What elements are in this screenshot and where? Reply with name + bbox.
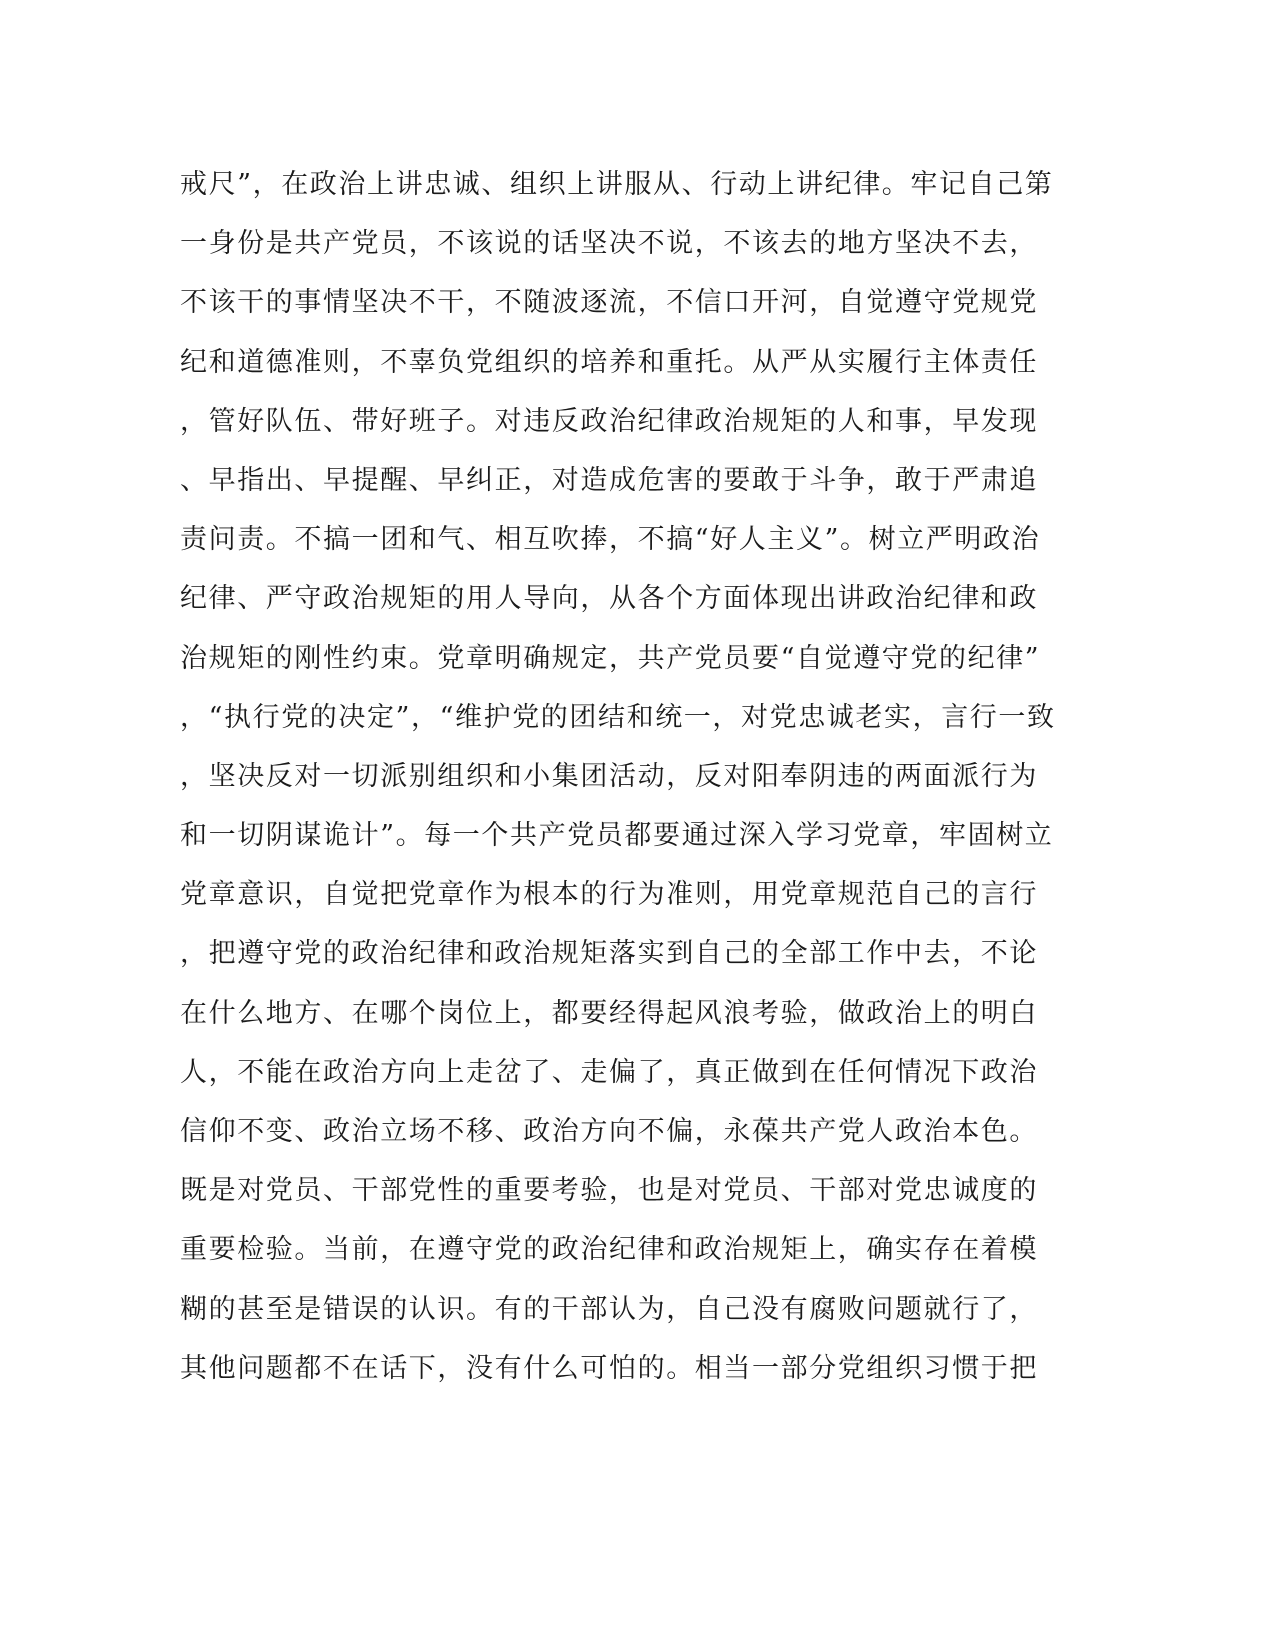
text-line: ，把遵守党的政治纪律和政治规矩落实到自己的全部工作中去，不论 <box>180 938 1038 970</box>
text-line: 在什么地方、在哪个岗位上，都要经得起风浪考验，做政治上的明白 <box>180 997 1038 1029</box>
text-line: ，坚决反对一切派别组织和小集团活动，反对阳奉阴违的两面派行为 <box>180 760 1038 792</box>
text-line: 糊的甚至是错误的认识。有的干部认为，自己没有腐败问题就行了， <box>180 1293 1038 1325</box>
text-line: ，管好队伍、带好班子。对违反政治纪律政治规矩的人和事，早发现 <box>180 405 1038 437</box>
text-line: 不该干的事情坚决不干，不随波逐流，不信口开河，自觉遵守党规党 <box>180 287 1038 319</box>
text-line: 人，不能在政治方向上走岔了、走偏了，真正做到在任何情况下政治 <box>180 1056 1038 1088</box>
text-line: 、早指出、早提醒、早纠正，对造成危害的要敢于斗争，敢于严肃追 <box>180 464 1038 496</box>
text-line: 治规矩的刚性约束。党章明确规定，共产党员要“自觉遵守党的纪律” <box>180 642 1041 674</box>
text-line: 纪律、严守政治规矩的用人导向，从各个方面体现出讲政治纪律和政 <box>180 583 1038 615</box>
text-line: 责问责。不搞一团和气、相互吹捧，不搞“好人主义”。树立严明政治 <box>180 524 1041 556</box>
body-text <box>180 155 1060 1398</box>
text-line: 一身份是共产党员，不该说的话坚决不说，不该去的地方坚决不去， <box>180 228 1038 260</box>
text-line: ，“执行党的决定”，“维护党的团结和统一，对党忠诚老实，言行一致 <box>180 701 1056 733</box>
text-line: 党章意识，自觉把党章作为根本的行为准则，用党章规范自己的言行 <box>180 879 1038 911</box>
text-line: 和一切阴谋诡计”。每一个共产党员都要通过深入学习党章，牢固树立 <box>180 820 1054 852</box>
text-line: 信仰不变、政治立场不移、政治方向不偏，永葆共产党人政治本色。 <box>180 1116 1038 1147</box>
text-line: 戒尺”，在政治上讲忠诚、组织上讲服从、行动上讲纪律。牢记自己第 <box>180 169 1054 200</box>
text-line: 重要检验。当前，在遵守党的政治纪律和政治规矩上，确实存在着模 <box>180 1234 1038 1266</box>
text-line: 其他问题都不在话下，没有什么可怕的。相当一部分党组织习惯于把 <box>180 1352 1038 1384</box>
text-line: 既是对党员、干部党性的重要考验，也是对党员、干部对党忠诚度的 <box>180 1175 1038 1207</box>
text-line: 纪和道德准则，不辜负党组织的培养和重托。从严从实履行主体责任 <box>180 346 1038 378</box>
